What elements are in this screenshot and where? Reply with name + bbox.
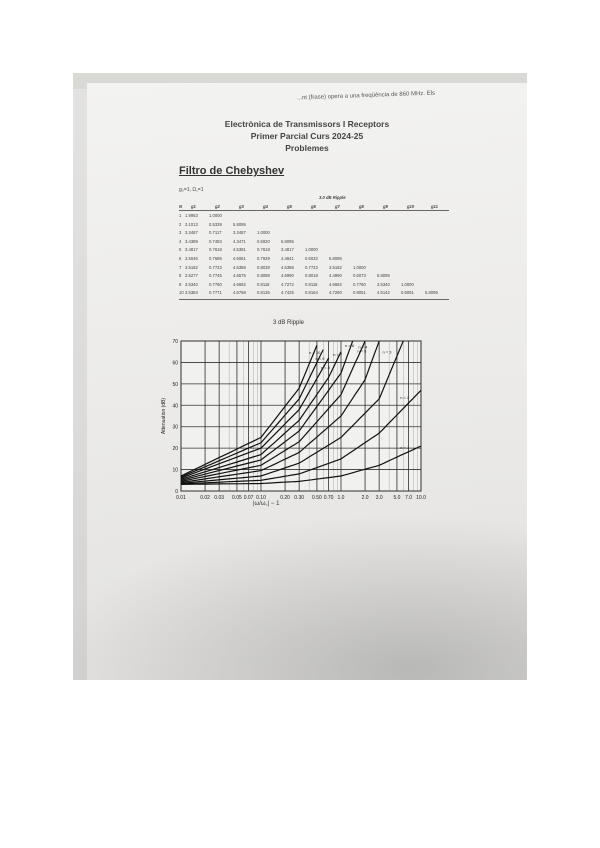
table-cell: 2 — [179, 221, 182, 227]
table-cell: 5.8095 — [425, 290, 438, 296]
table-cell: 3.5045 — [185, 256, 198, 261]
table-header-cell: g2 — [215, 204, 220, 209]
table-caption: 3.0 dB Ripple — [319, 195, 346, 200]
table-cell: 0.7745 — [209, 273, 222, 279]
y-tick-label: 70 — [172, 339, 178, 345]
problems-title: Problemes — [285, 143, 329, 153]
table-cell: 4.6386 — [233, 264, 246, 270]
table-cell: 0.5920 — [257, 238, 270, 244]
table-cell: 0.8164 — [305, 290, 318, 296]
table-cell: 3.5277 — [185, 273, 198, 279]
x-tick-label: 0.01 — [176, 495, 186, 501]
x-tick-label: 0.70 — [323, 495, 334, 501]
table-cell: 0.7760 — [209, 281, 222, 287]
table-cell: 0.8039 — [257, 264, 270, 270]
table-cell: 0.7760 — [353, 281, 366, 287]
x-tick-label: 7.0 — [405, 495, 413, 501]
table-cell: 3.1013 — [185, 221, 198, 227]
table-cell: 3.5340 — [377, 281, 390, 287]
table-cell: 0.8051 — [353, 290, 366, 296]
table-cell: 0.5339 — [209, 221, 222, 227]
table-header-cell: g11 — [431, 204, 438, 209]
table-cell: 3.5182 — [329, 264, 342, 270]
table-cell: 0.8118 — [305, 281, 318, 287]
table-cell: 1.0000 — [257, 230, 270, 236]
attenuation-chart — [157, 327, 457, 517]
x-tick-label: 0.07 — [243, 495, 254, 501]
table-cell: 10 — [179, 290, 184, 296]
table-cell: 7 — [179, 264, 182, 270]
x-tick-label: 0.30 — [294, 495, 305, 501]
table-cell: 0.8089 — [257, 273, 270, 279]
table-cell: 3.5182 — [185, 264, 198, 270]
x-tick-label: 5.0 — [393, 495, 401, 501]
table-cell: 3.3487 — [233, 230, 246, 236]
table-cell: 0.8018 — [305, 273, 318, 279]
y-tick-label: 20 — [172, 446, 178, 453]
series-label: n = 1 — [400, 444, 410, 450]
table-cell: 4.5142 — [377, 290, 390, 296]
table-header-cell: g1 — [191, 204, 196, 209]
table-header-cell: g8 — [359, 204, 364, 209]
table-cell: 5.8095 — [233, 221, 246, 227]
table-header-cell: g6 — [311, 204, 316, 209]
x-tick-label: 10.0 — [416, 495, 426, 501]
table-cell: 4.6990 — [281, 273, 294, 279]
table-cell: 0.7723 — [209, 264, 222, 270]
series-label: n = 3 — [382, 349, 392, 355]
table-cell: 4.6692 — [329, 281, 342, 287]
course-title: Electrònica de Transmissors I Receptors — [224, 119, 390, 129]
series-label: n = 5 — [357, 348, 367, 354]
g-note: g₀=1, Ω꜀=1 — [179, 187, 204, 193]
table-header-cell: g9 — [383, 204, 388, 209]
table-cell: 5.8095 — [329, 256, 342, 261]
table-header-cell: g7 — [335, 204, 340, 209]
x-tick-label: 2.0 — [361, 495, 369, 501]
x-tick-label: 0.03 — [214, 495, 225, 501]
table-cell: 4.7272 — [281, 281, 294, 287]
x-tick-label: 1.0 — [337, 495, 345, 501]
exam-title: Primer Parcial Curs 2024-25 — [250, 131, 364, 141]
table-cell: 0.7618 — [257, 247, 270, 253]
table-cell: 4.6768 — [233, 290, 246, 296]
table-rule — [179, 299, 449, 300]
table-cell: 0.7685 — [209, 256, 222, 261]
table-header-cell: g5 — [287, 204, 292, 209]
y-tick-label: 50 — [172, 381, 178, 388]
table-cell: 9 — [179, 281, 182, 287]
table-cell: 3.4389 — [185, 238, 198, 244]
table-cell: 0.8136 — [257, 290, 270, 296]
table-cell: 0.6033 — [305, 256, 318, 261]
table-cell: 1.0000 — [209, 213, 222, 218]
table-cell: 4 — [179, 238, 182, 244]
series-label: n = 2 — [400, 395, 410, 400]
series-label: n = 7 — [333, 352, 343, 358]
y-tick-label: 0 — [175, 489, 178, 495]
table-header-cell: N — [179, 204, 183, 209]
paper-shadow — [73, 513, 527, 680]
table-cell: 1.0000 — [353, 264, 366, 270]
x-axis-label: |ω/ω꜀| − 1 — [253, 501, 280, 507]
table-cell: 4.6575 — [233, 273, 246, 279]
table-cell: 0.7771 — [209, 290, 222, 296]
table-cell: 0.6073 — [353, 273, 366, 279]
table-header-cell: g4 — [263, 204, 268, 209]
table-header-cell: g3 — [239, 204, 244, 209]
y-tick-label: 30 — [172, 424, 178, 431]
table-rule — [179, 210, 449, 211]
table-cell: 3.3487 — [185, 230, 198, 236]
table-cell: 4.6061 — [233, 256, 246, 261]
table-cell: 0.7723 — [305, 264, 318, 270]
x-tick-label: 0.50 — [312, 495, 322, 501]
table-cell: 3.5340 — [185, 281, 198, 287]
table-cell: 0.7929 — [257, 256, 270, 261]
series-label: n = 10 — [309, 350, 321, 355]
table-cell: 0.7483 — [209, 238, 222, 244]
table-cell: 1.9953 — [185, 213, 198, 218]
table-cell: 5.8095 — [377, 273, 390, 279]
table-cell: 4.3471 — [233, 238, 246, 244]
table-cell: 4.7260 — [329, 290, 342, 296]
x-tick-label: 0.10 — [256, 495, 266, 501]
table-cell: 1.0000 — [401, 281, 414, 287]
y-tick-label: 40 — [172, 403, 178, 410]
table-cell: 0.7618 — [209, 247, 222, 253]
table-cell: 3.5384 — [185, 290, 198, 296]
table-cell: 0.6091 — [401, 290, 414, 296]
x-tick-label: 3.0 — [375, 495, 383, 501]
table-cell: 0.8118 — [257, 281, 270, 287]
table-cell: 8 — [179, 273, 182, 279]
table-cell: 4.6692 — [233, 281, 246, 287]
photo-frame — [73, 73, 527, 680]
x-tick-label: 0.02 — [200, 495, 210, 501]
table-cell: 6 — [179, 256, 182, 261]
x-tick-label: 0.20 — [280, 495, 290, 501]
chart-title: 3 dB Ripple — [273, 320, 305, 326]
table-cell: 4.6386 — [281, 264, 294, 270]
y-tick-label: 10 — [172, 467, 178, 474]
table-cell: 4.5381 — [233, 247, 246, 253]
cut-off-text: ...nt (frase) opera a una freqüència de 860 MHz. Els — [296, 90, 436, 102]
y-axis-label: Attenuation (dB) — [161, 397, 167, 435]
x-tick-label: 0.05 — [232, 495, 242, 501]
table-cell: 3.4817 — [185, 247, 198, 253]
table-cell: 4.4990 — [329, 273, 342, 279]
table-cell: 5.8095 — [281, 238, 294, 244]
table-cell: 3 — [179, 230, 182, 236]
table-cell: 3.4817 — [281, 247, 294, 253]
table-cell: 4.7425 — [281, 290, 294, 296]
section-title: Filtro de Chebyshev — [179, 165, 285, 177]
table-cell: 0.7117 — [209, 230, 222, 236]
table-cell: 1.0000 — [305, 247, 318, 253]
series-label: n = 4 — [358, 344, 368, 350]
table-cell: 1 — [179, 213, 182, 218]
table-cell: 5 — [179, 247, 182, 253]
series-label: n = 6 — [344, 343, 354, 349]
table-cell: 4.4641 — [281, 256, 294, 261]
series-label: n = 9 — [315, 355, 325, 361]
y-tick-label: 60 — [172, 360, 178, 367]
series-label: n = 8 — [320, 365, 330, 370]
table-header-cell: g10 — [407, 204, 415, 209]
